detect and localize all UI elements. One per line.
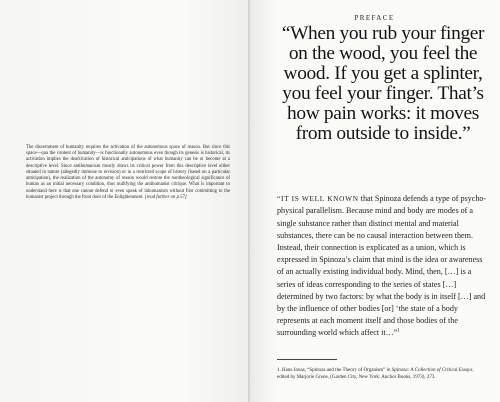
running-head: PREFACE (354, 14, 395, 22)
left-paragraph-text: The discernment of humanity requires the activation of the autonomous space of reason. But since this space—qua the content of humanity—is functionally autonomous even though its genesis is historical, its activation implies the deactivation of historical anticipations of what humanity can be or become at a descriptive level. Since antihumanism mostly draws its critical power from this descriptive level either situated in nature (allegedly immune to revision) or in a restricted scope of history (based on a particular anticipation), the realization of the autonomy of reason would restore the nontheological significance of human as an initial necessary condition, thus nullifying the antihumanist critique. What is important to understand here is that one cannot defend or even speak of inhumanism without first committing to the humanist project through the front door of the Enlightenment. (26, 144, 230, 200)
read-further-note: [read further on p.57] (144, 194, 187, 200)
body-text: that Spinoza defends a type of psycho-physical parallelism. Because mind and body are modes of a single substance rather than distinct mental and material substances, there can be no causal interaction between them. Instead, their connection is explicated as a union, which is expressed in Spinoza’s claim that mind is the idea or awareness of an actually existing individual body. Mind, then, […] is a series of ideas corresponding to the series of states […] determined by two factors: by what the body is in itself […] and by the influence of other bodies [or] ‘the state of a body represents at each moment itself and those bodies of the surrounding world which affect it…” (277, 194, 487, 338)
left-page (0, 0, 249, 402)
footnote (277, 368, 482, 381)
body-lead-in: “IT IS WELL KNOWN (277, 194, 359, 204)
epigraph-quote: “When you rub your finger on the wood, you feel the wood. If you get a splinter, you feel your finger. That’s how pain works: it moves from outside to inside.” (281, 23, 485, 145)
footnote-citation-end: , edited by Marjorie Grene, (Garden City, New York: Anchor Books, 1973), 273. (277, 368, 474, 380)
footnote-citation-start: 1. Hans Jonas, “Spinoza and the Theory of Organism” in (277, 368, 392, 373)
right-page (249, 0, 500, 402)
left-page-paragraph (26, 145, 230, 201)
footnote-book-title: Spinoza: A Collection of Critical Essays (391, 368, 473, 373)
book-gutter (248, 0, 250, 402)
footnote-rule (277, 359, 337, 360)
footnote-reference: 1 (397, 328, 400, 334)
body-paragraph (277, 193, 489, 339)
